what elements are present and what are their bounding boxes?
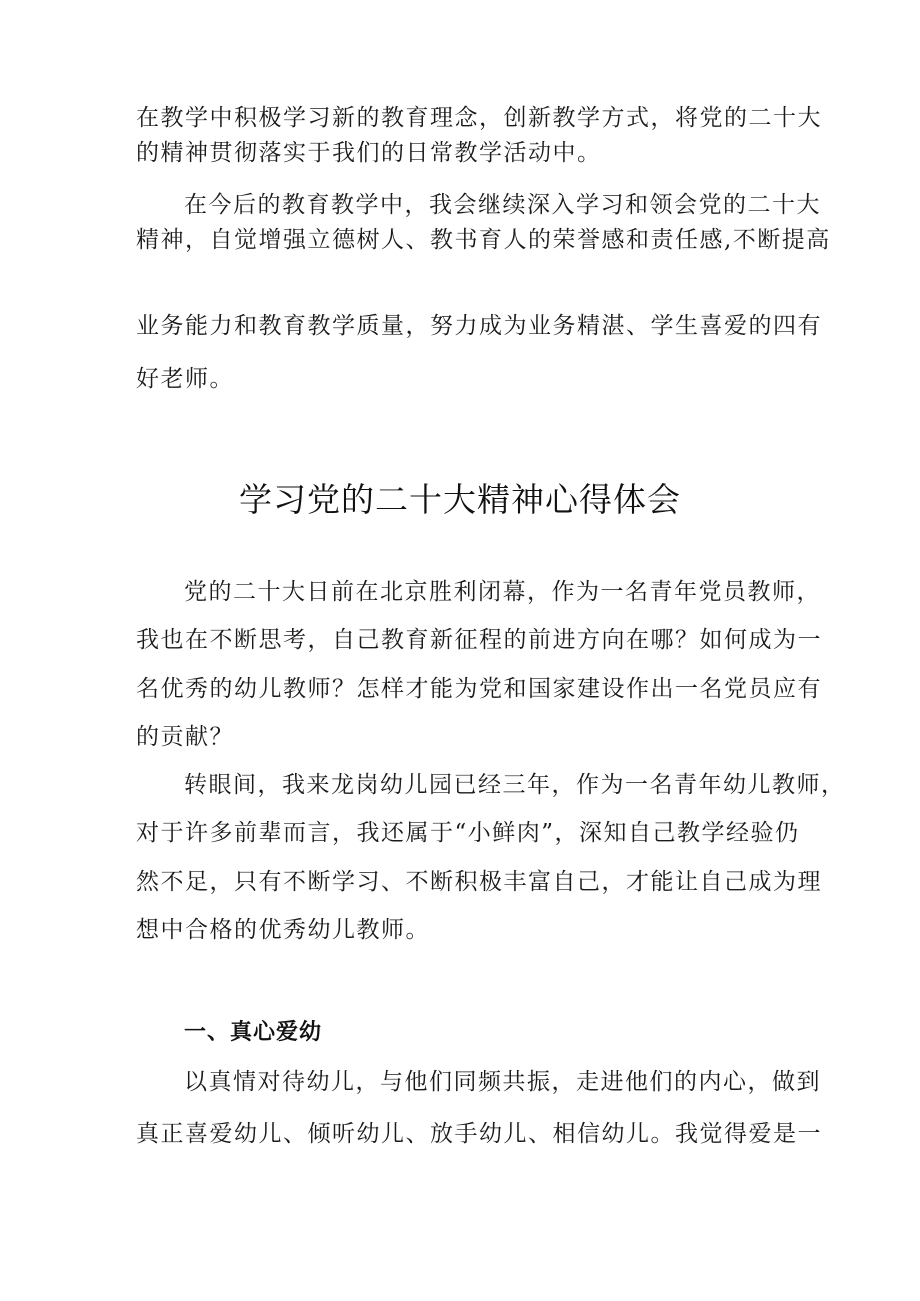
paragraph-line: 在教学中积极学习新的教育理念，创新教学方式，将党的二十大 bbox=[136, 105, 822, 131]
paragraph-line: 党的二十大日前在北京胜利闭幕，作为一名青年党员教师， bbox=[184, 579, 821, 605]
paragraph-line: 我也在不断思考，自己教育新征程的前进方向在哪？如何成为一 bbox=[136, 627, 822, 653]
paragraph-line: 精神，自觉增强立德树人、教书育人的荣誉感和责任感,不断提高 bbox=[136, 227, 831, 253]
article-title: 学习党的二十大精神心得体会 bbox=[239, 480, 681, 519]
section-heading: 一、真心爱幼 bbox=[184, 1020, 323, 1045]
paragraph-line: 真正喜爱幼儿、倾听幼儿、放手幼儿、相信幼儿。我觉得爱是一 bbox=[136, 1121, 822, 1147]
paragraph-line: 好老师。 bbox=[136, 366, 234, 392]
paragraph-line: 对于许多前辈而言，我还属于“小鲜肉”，深知自己教学经验仍 bbox=[136, 820, 800, 846]
paragraph-line: 然不足，只有不断学习、不断积极丰富自己，才能让自己成为理 bbox=[136, 869, 822, 895]
paragraph-line: 业务能力和教育教学质量，努力成为业务精湛、学生喜爱的四有 bbox=[136, 313, 822, 339]
paragraph-line: 以真情对待幼儿，与他们同频共振，走进他们的内心，做到 bbox=[184, 1069, 821, 1095]
paragraph-line: 转眼间，我来龙岗幼儿园已经三年，作为一名青年幼儿教师， bbox=[184, 772, 846, 798]
paragraph-line: 的精神贯彻落实于我们的日常教学活动中。 bbox=[136, 140, 602, 166]
paragraph-line: 名优秀的幼儿教师？怎样才能为党和国家建设作出一名党员应有 bbox=[136, 676, 822, 702]
paragraph-line: 想中合格的优秀幼儿教师。 bbox=[136, 917, 430, 943]
paragraph-line: 在今后的教育教学中，我会继续深入学习和领会党的二十大 bbox=[184, 192, 821, 218]
paragraph-line: 的贡献？ bbox=[136, 724, 234, 750]
